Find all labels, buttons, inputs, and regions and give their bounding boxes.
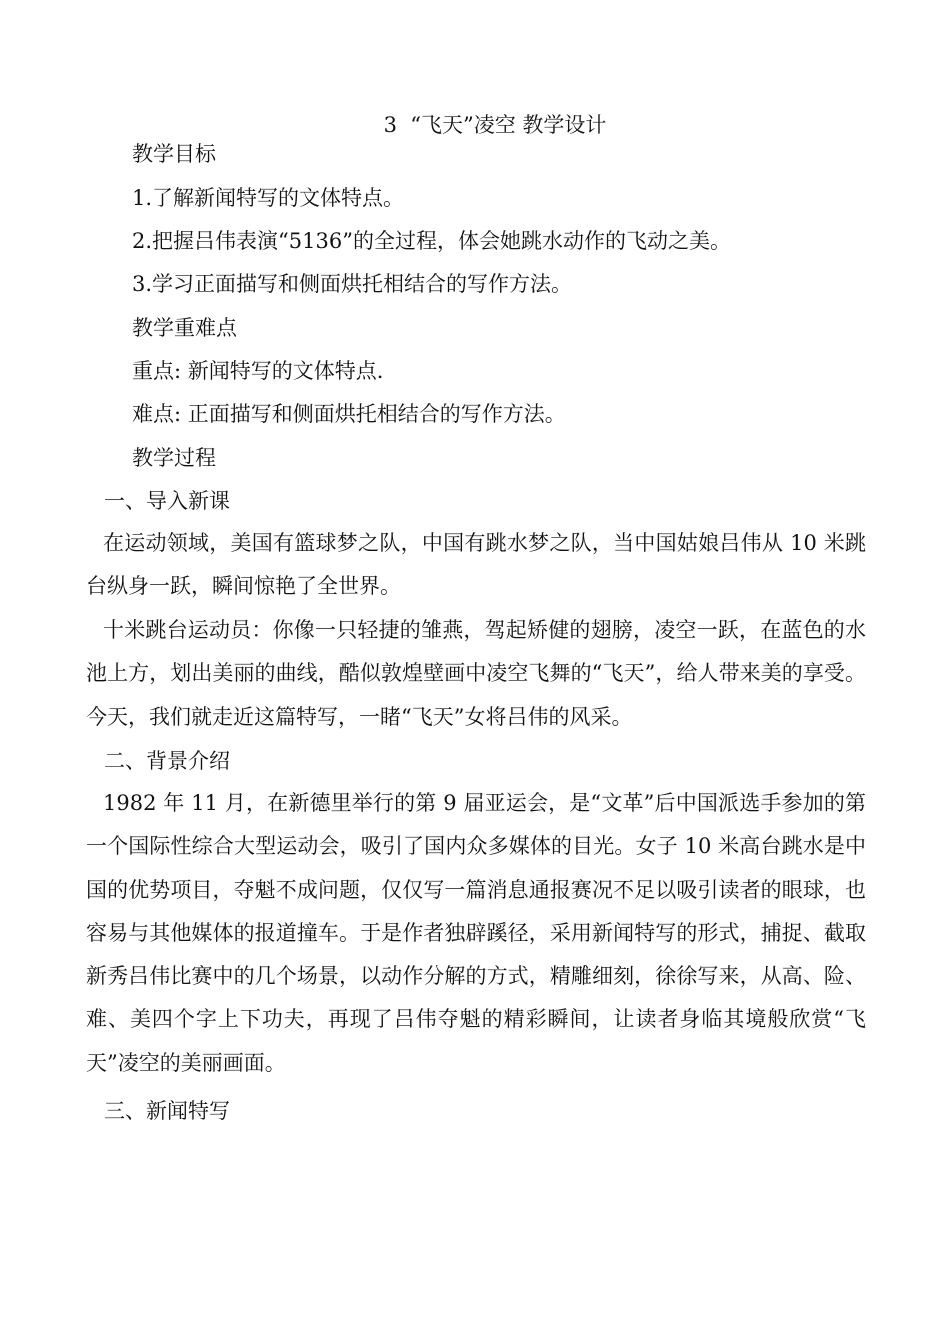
objective-item-2: 2.把握吕伟表演“5136”的全过程，体会她跳水动作的飞动之美。 [132, 229, 731, 253]
key-points-heading: 教学重难点 [132, 316, 237, 340]
intro-paragraph-2: 十米跳台运动员：你像一只轻捷的雏燕，驾起矫健的翅膀，凌空一跃，在蓝色的水池上方，划出美丽的曲线，酷似敦煌壁画中凌空飞舞的“飞天”，给人带来美的享受。今天，我们就走近这篇特写，一睹“飞天”女将吕伟的风采。 [86, 618, 866, 729]
document-title: 3 “飞天”凌空 教学设计 [383, 113, 607, 137]
background-paragraph: 1982 年 11 月，在新德里举行的第 9 届亚运会，是“文革”后中国派选手参加的第一个国际性综合大型运动会，吸引了国内众多媒体的目光。女子 10 米高台跳水是中国的优势项目，夺魁不成问题，仅仅写一篇消息通报赛况不足以吸引读者的眼球，也容易与其他媒体的报道撞车。于是作者独辟蹊径，采用新闻特写的形式，捕捉、截取新秀吕伟比赛中的几个场景，以动作分解的方式，精雕细刻，徐徐写来，从高、险、难、美四个字上下功夫，再现了吕伟夺魁的精彩瞬间，让读者身临其境般欣赏“飞天”凌空的美丽画面。 [86, 791, 866, 1075]
key-point: 重点: 新闻特写的文体特点. [132, 359, 384, 383]
difficult-point: 难点: 正面描写和侧面烘托相结合的写作方法。 [132, 402, 566, 426]
intro-paragraph-1: 在运动领域，美国有篮球梦之队，中国有跳水梦之队，当中国姑娘吕伟从 10 米跳台纵身一跃，瞬间惊艳了全世界。 [86, 531, 866, 599]
section-heading-intro: 一、导入新课 [104, 489, 230, 513]
process-heading: 教学过程 [132, 446, 216, 470]
objectives-heading: 教学目标 [132, 142, 216, 166]
section-heading-background: 二、背景介绍 [104, 749, 230, 773]
section-heading-news-feature: 三、新闻特写 [104, 1099, 230, 1123]
objective-item-3: 3.学习正面描写和侧面烘托相结合的写作方法。 [132, 272, 573, 296]
objective-item-1: 1.了解新闻特写的文体特点。 [132, 186, 405, 210]
